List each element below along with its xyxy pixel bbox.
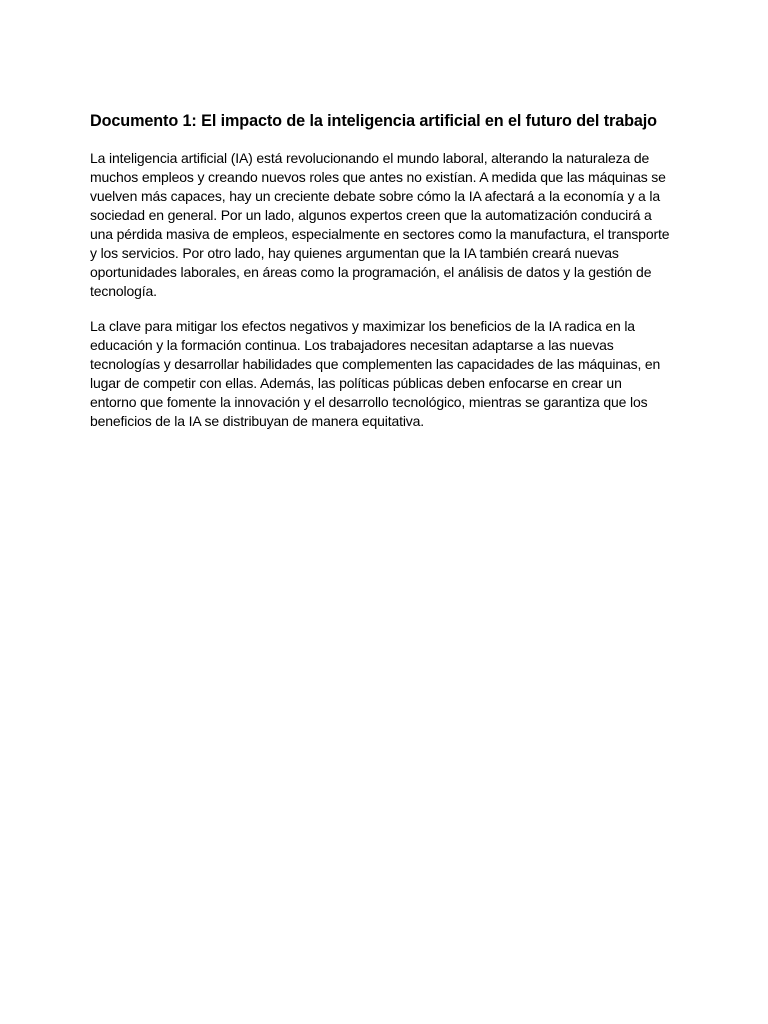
- paragraph-line: tecnologías y desarrollar habilidades que complementen las capacidades de las máquinas, en: [90, 356, 661, 372]
- paragraph-line: La inteligencia artificial (IA) está revolucionando el mundo laboral, alterando la naturaleza de: [90, 150, 650, 166]
- paragraph-line: y los servicios. Por otro lado, hay quienes argumentan que la IA también creará nuevas: [90, 245, 619, 261]
- paragraph-line: La clave para mitigar los efectos negativos y maximizar los beneficios de la IA radica en la: [90, 318, 635, 334]
- paragraph-line: entorno que fomente la innovación y el desarrollo tecnológico, mientras se garantiza que los: [90, 394, 648, 410]
- paragraph-line: vuelven más capaces, hay un creciente debate sobre cómo la IA afectará a la economía y a la: [90, 188, 661, 204]
- document-title: Documento 1: El impacto de la inteligencia artificial en el futuro del trabajo: [90, 112, 657, 130]
- paragraph-line: educación y la formación continua. Los trabajadores necesitan adaptarse a las nuevas: [90, 337, 614, 353]
- paragraph-line: tecnología.: [90, 283, 157, 299]
- paragraph-line: muchos empleos y creando nuevos roles que antes no existían. A medida que las máquinas se: [90, 169, 666, 185]
- paragraph-1: [90, 149, 680, 301]
- paragraph-line: lugar de competir con ellas. Además, las políticas públicas deben enfocarse en crear un: [90, 375, 622, 391]
- document-body: [90, 109, 680, 447]
- paragraph-2: [90, 317, 680, 431]
- paragraph-line: sociedad en general. Por un lado, algunos expertos creen que la automatización conducirá a: [90, 207, 652, 223]
- paragraph-line: una pérdida masiva de empleos, especialmente en sectores como la manufactura, el transporte: [90, 226, 670, 242]
- paragraph-line: oportunidades laborales, en áreas como la programación, el análisis de datos y la gestión de: [90, 264, 652, 280]
- paragraph-line: beneficios de la IA se distribuyan de manera equitativa.: [90, 413, 425, 429]
